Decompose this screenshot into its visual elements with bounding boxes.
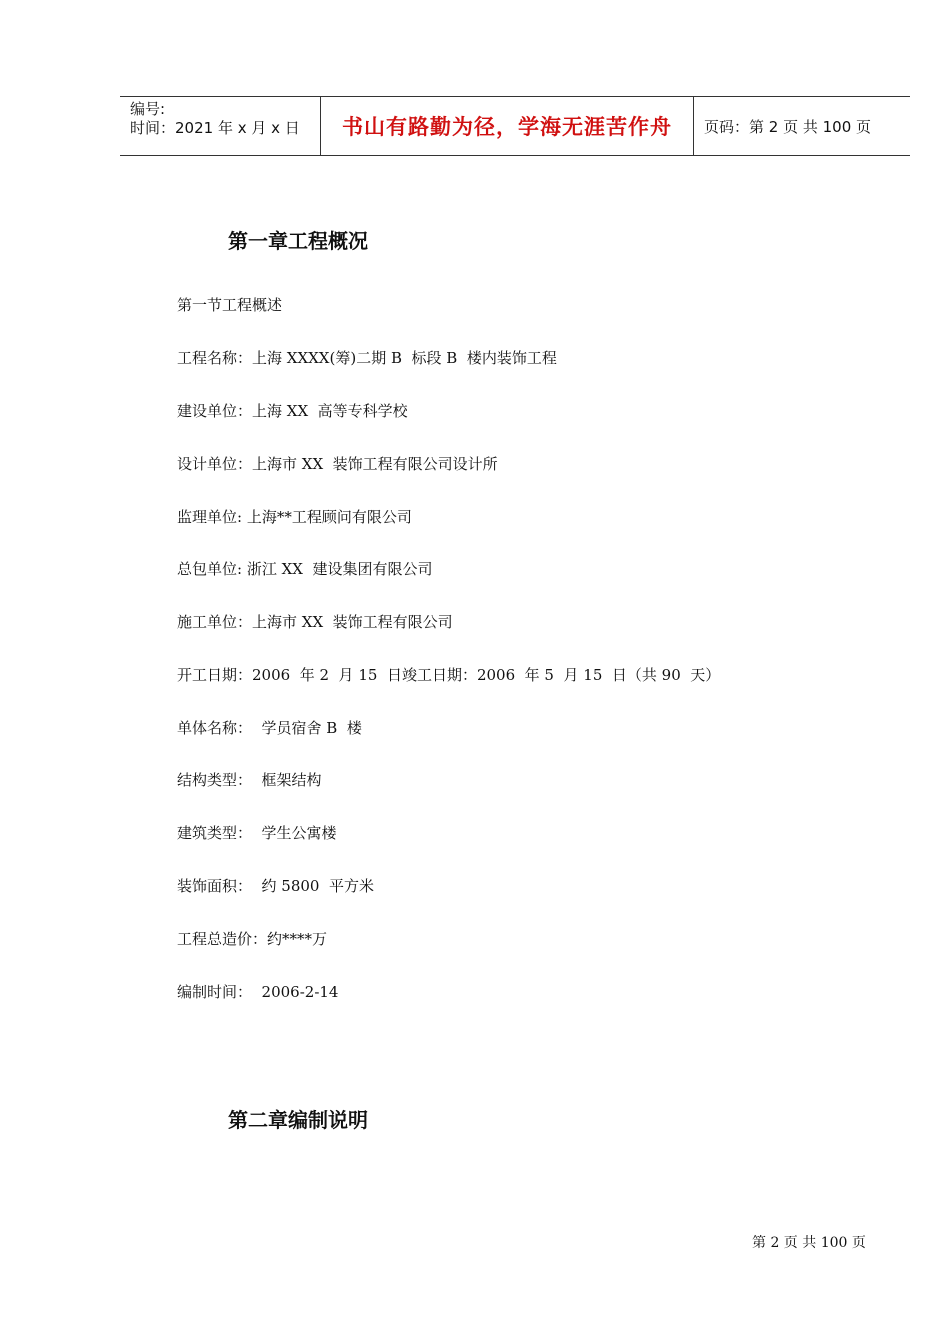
owner-unit: 建设单位：上海 XX 高等专科学校 [177,402,408,420]
building-type: 建筑类型： 学生公寓楼 [177,824,337,842]
chapter2-title: 第二章编制说明 [228,1108,368,1132]
header-page-code: 页码：第 2 页 共 100 页 [704,117,872,136]
header-meta [120,97,321,155]
section-title: 第一节工程概述 [177,296,283,314]
general-contractor: 总包单位: 浙江 XX 建设集团有限公司 [177,560,433,578]
header-time: 时间：2021 年 x 月 x 日 [130,119,300,137]
compile-date: 编制时间： 2006-2-14 [177,983,339,1001]
project-name: 工程名称：上海 XXXX(筹)二期 B 标段 B 楼内装饰工程 [177,349,557,367]
building-name: 单体名称： 学员宿舍 B 楼 [177,719,362,737]
construction-unit: 施工单位：上海市 XX 装饰工程有限公司 [177,613,453,631]
supervision-unit: 监理单位: 上海**工程顾问有限公司 [177,508,412,526]
chapter1-title: 第一章工程概况 [228,229,368,253]
header-motto-cell [321,97,694,155]
page-header [120,96,910,156]
structure-type: 结构类型： 框架结构 [177,771,322,789]
design-unit: 设计单位：上海市 XX 装饰工程有限公司设计所 [177,455,498,473]
header-motto: 书山有路勤为径，学海无涯苦作舟 [342,115,672,139]
header-number: 编号: [130,100,166,118]
decoration-area: 装饰面积： 约 5800 平方米 [177,877,375,895]
total-cost: 工程总造价：约****万 [177,930,328,948]
page-footer: 第 2 页 共 100 页 [752,1235,866,1251]
schedule-dates: 开工日期：2006 年 2 月 15 日竣工日期：2006 年 5 月 15 日（共 90 天） [177,666,721,684]
